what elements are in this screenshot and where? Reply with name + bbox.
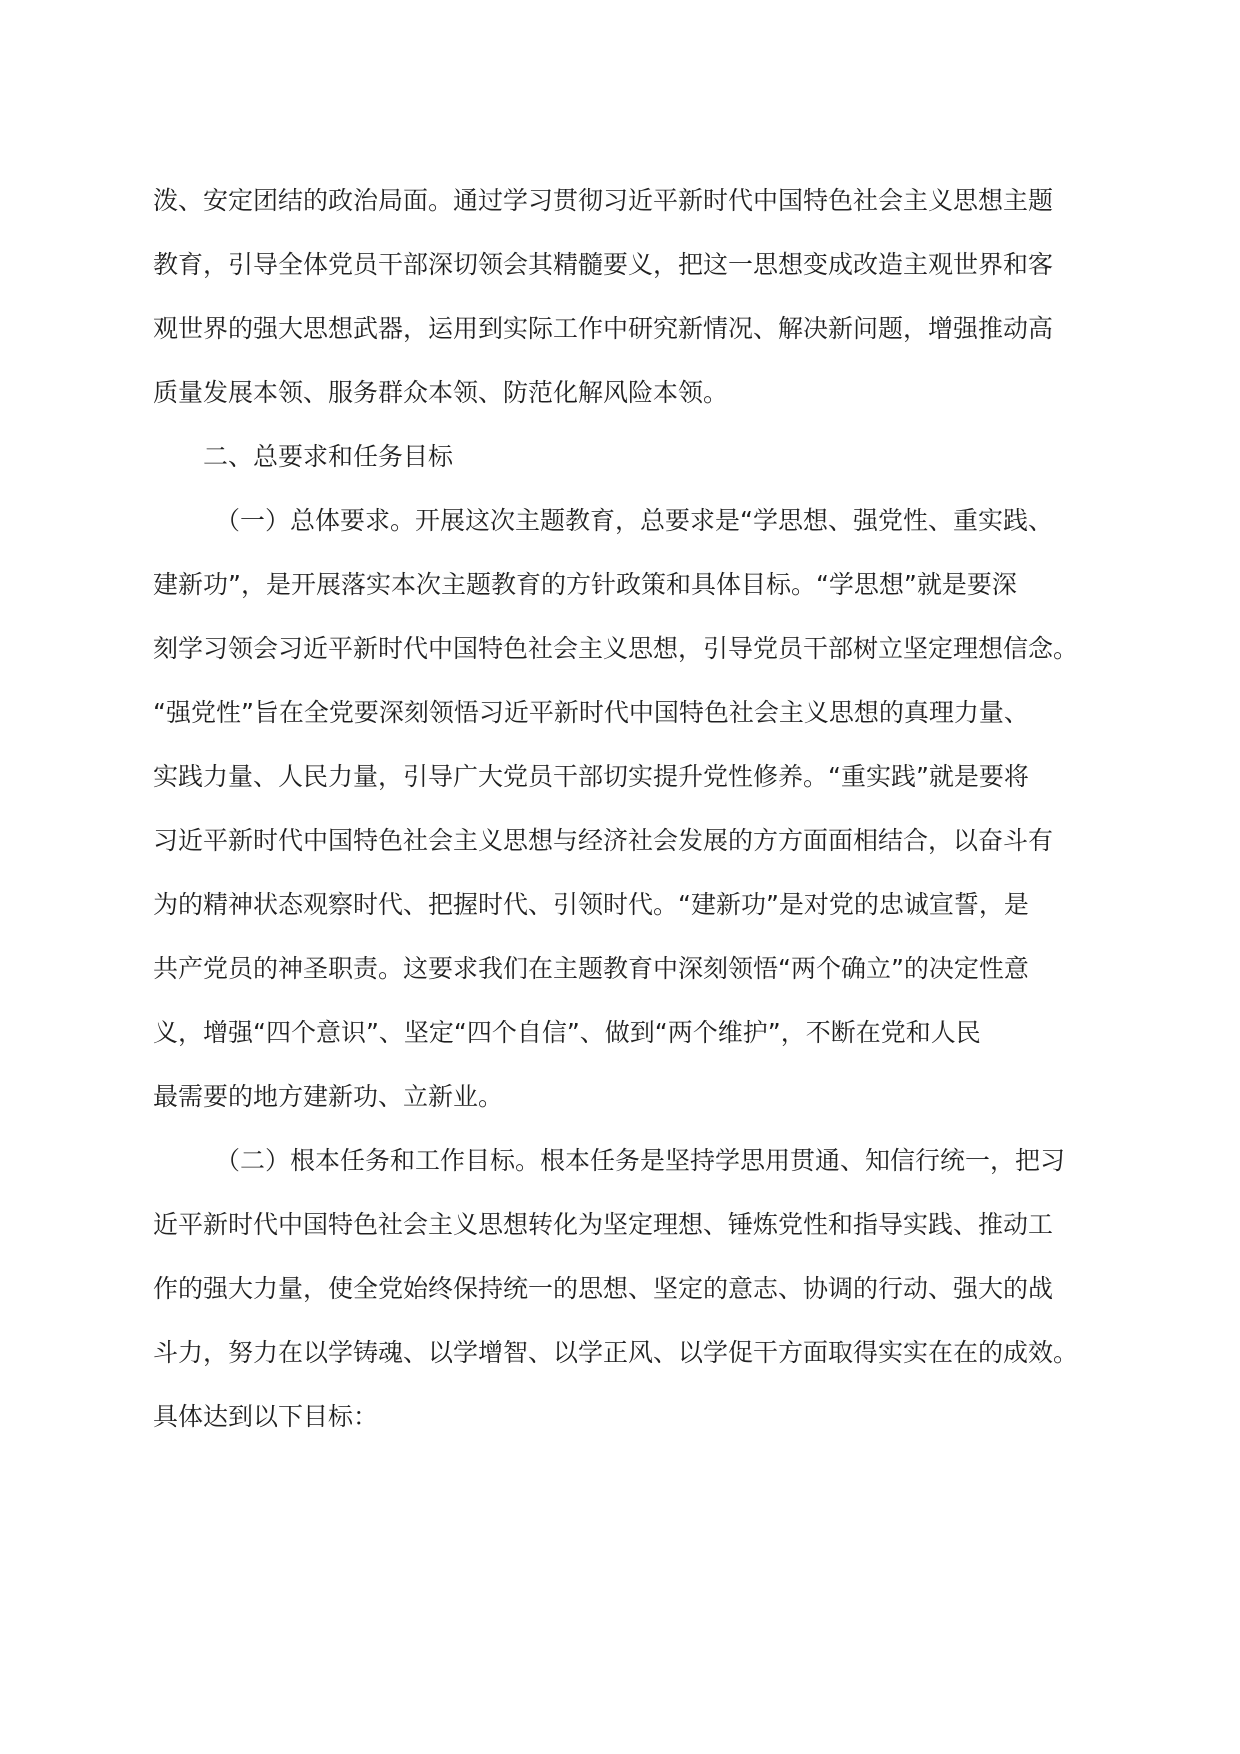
- body-line: 最需要的地方建新功、立新业。: [153, 1082, 504, 1111]
- body-line: 斗力，努力在以学铸魂、以学增智、以学正风、以学促干方面取得实实在在的成效。: [153, 1338, 1079, 1367]
- body-line: 近平新时代中国特色社会主义思想转化为坚定理想、锤炼党性和指导实践、推动工: [153, 1210, 1054, 1239]
- body-line: 具体达到以下目标：: [153, 1402, 379, 1431]
- body-line: 习近平新时代中国特色社会主义思想与经济社会发展的方方面面相结合，以奋斗有: [153, 826, 1054, 855]
- section-heading: 二、总要求和任务目标: [203, 442, 454, 471]
- body-line: 实践力量、人民力量，引导广大党员干部切实提升党性修养。“重实践”就是要将: [153, 762, 1029, 791]
- body-line: 共产党员的神圣职责。这要求我们在主题教育中深刻领悟“两个确立”的决定性意: [153, 954, 1029, 983]
- body-line: 为的精神状态观察时代、把握时代、引领时代。“建新功”是对党的忠诚宣誓，是: [153, 890, 1029, 919]
- body-line: 教育，引导全体党员干部深切领会其精髓要义，把这一思想变成改造主观世界和客: [153, 250, 1054, 279]
- body-line: 建新功”，是开展落实本次主题教育的方针政策和具体目标。“学思想”就是要深: [153, 570, 1017, 599]
- body-line: 刻学习领会习近平新时代中国特色社会主义思想，引导党员干部树立坚定理想信念。: [153, 634, 1079, 663]
- subsection-heading-line: （二）根本任务和工作目标。根本任务是坚持学思用贯通、知信行统一，把习: [215, 1146, 1066, 1175]
- body-line: 观世界的强大思想武器，运用到实际工作中研究新情况、解决新问题，增强推动高: [153, 314, 1054, 343]
- body-line: 泼、安定团结的政治局面。通过学习贯彻习近平新时代中国特色社会主义思想主题: [153, 186, 1054, 215]
- body-line: 质量发展本领、服务群众本领、防范化解风险本领。: [153, 378, 729, 407]
- body-line: 义，增强“四个意识”、坚定“四个自信”、做到“两个维护”，不断在党和人民: [153, 1018, 981, 1047]
- subsection-heading-line: （一）总体要求。开展这次主题教育，总要求是“学思想、强党性、重实践、: [215, 506, 1053, 535]
- body-line: 作的强大力量，使全党始终保持统一的思想、坚定的意志、协调的行动、强大的战: [153, 1274, 1054, 1303]
- document-body: [153, 186, 1079, 1467]
- body-line: “强党性”旨在全党要深刻领悟习近平新时代中国特色社会主义思想的真理力量、: [153, 698, 1029, 727]
